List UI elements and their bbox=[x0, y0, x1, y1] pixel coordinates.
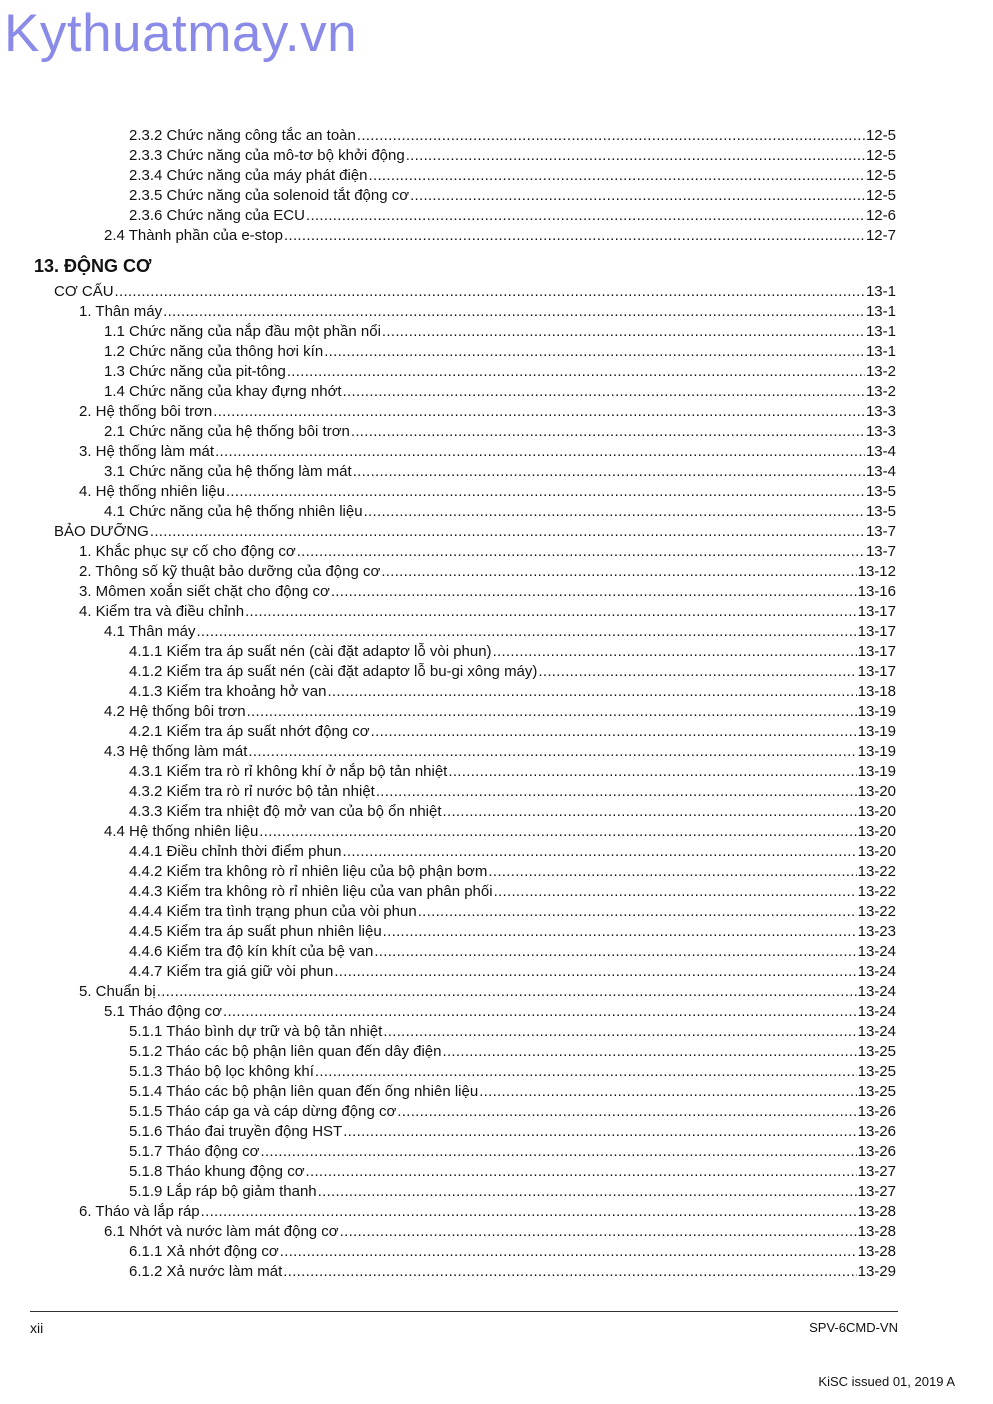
dot-leader bbox=[280, 1242, 857, 1262]
toc-entry-page: 13-17 bbox=[857, 643, 896, 660]
toc-entry-page: 13-17 bbox=[857, 603, 896, 620]
dot-leader bbox=[342, 842, 856, 862]
toc-entry[interactable] bbox=[129, 206, 896, 226]
toc-entry-page: 13-3 bbox=[865, 403, 896, 420]
toc-entry-title: 5.1 Tháo động cơ bbox=[104, 1003, 222, 1020]
toc-entry[interactable] bbox=[79, 542, 896, 562]
toc-entry-title: 2.3.4 Chức năng của máy phát điện bbox=[129, 167, 368, 184]
toc-entry-page: 13-12 bbox=[857, 563, 896, 580]
toc-entry[interactable] bbox=[129, 662, 896, 682]
toc-entry-page: 13-1 bbox=[865, 343, 896, 360]
toc-entry-title: 6.1 Nhớt và nước làm mát động cơ bbox=[104, 1223, 339, 1240]
toc-entry-page: 13-28 bbox=[857, 1203, 896, 1220]
dot-leader bbox=[223, 1002, 857, 1022]
toc-entry[interactable] bbox=[104, 382, 896, 402]
toc-entry-title: 5.1.9 Lắp ráp bộ giảm thanh bbox=[129, 1183, 317, 1200]
toc-entry[interactable] bbox=[129, 1122, 896, 1142]
toc-entry-page: 13-19 bbox=[857, 763, 896, 780]
toc-entry[interactable] bbox=[129, 126, 896, 146]
dot-leader bbox=[201, 1202, 857, 1222]
toc-entry[interactable] bbox=[54, 522, 896, 542]
toc-entry-page: 13-1 bbox=[865, 283, 896, 300]
watermark-logo: Kythuatmay.vn bbox=[4, 4, 358, 63]
toc-entry-title: 3. Mômen xoắn siết chặt cho động cơ bbox=[79, 583, 330, 600]
toc-entry-title: 4. Kiểm tra và điều chỉnh bbox=[79, 603, 245, 620]
toc-entry[interactable] bbox=[79, 982, 896, 1002]
toc-entry-page: 13-5 bbox=[865, 483, 896, 500]
toc-entry[interactable] bbox=[104, 702, 896, 722]
toc-entry-page: 13-16 bbox=[857, 583, 896, 600]
toc-entry-page: 12-5 bbox=[865, 167, 896, 184]
toc-entry[interactable] bbox=[104, 1222, 896, 1242]
dot-leader bbox=[248, 742, 856, 762]
toc-entry-page: 13-4 bbox=[865, 443, 896, 460]
toc-entry[interactable] bbox=[104, 822, 896, 842]
toc-entry-page: 13-24 bbox=[857, 983, 896, 1000]
toc-entry-title: 2.1 Chức năng của hệ thống bôi trơn bbox=[104, 423, 350, 440]
dot-leader bbox=[374, 942, 856, 962]
toc-entry[interactable] bbox=[104, 362, 896, 382]
toc-entry[interactable] bbox=[129, 186, 896, 206]
dot-leader bbox=[443, 802, 857, 822]
toc-entry-title: 5.1.5 Tháo cáp ga và cáp dừng động cơ bbox=[129, 1103, 397, 1120]
toc-entry-title: 4.3.3 Kiểm tra nhiệt độ mở van của bộ ổn nhiệt bbox=[129, 803, 442, 820]
toc-entry-page: 13-20 bbox=[857, 823, 896, 840]
dot-leader bbox=[331, 582, 857, 602]
toc-entry-title: 4.3.1 Kiểm tra rò rỉ không khí ở nắp bộ tản nhiệt bbox=[129, 763, 448, 780]
toc-entry-title: 2.3.5 Chức năng của solenoid tắt động cơ bbox=[129, 187, 410, 204]
toc-entry-title: 4.1 Chức năng của hệ thống nhiên liệu bbox=[104, 503, 363, 520]
dot-leader bbox=[383, 922, 857, 942]
toc-entry-title: 1.1 Chức năng của nắp đầu một phần nổi bbox=[104, 323, 381, 340]
toc-entry-title: 1.4 Chức năng của khay đựng nhớt bbox=[104, 383, 342, 400]
toc-entry[interactable] bbox=[129, 802, 896, 822]
toc-entry-title: 1. Thân máy bbox=[79, 303, 163, 320]
toc-entry-title: 4.4.1 Điều chỉnh thời điểm phun bbox=[129, 843, 342, 860]
dot-leader bbox=[381, 562, 856, 582]
toc-entry[interactable] bbox=[104, 226, 896, 246]
toc-entry-page: 13-23 bbox=[857, 923, 896, 940]
toc-entry-page: 13-19 bbox=[857, 723, 896, 740]
dot-leader bbox=[245, 602, 857, 622]
toc-entry[interactable] bbox=[104, 1002, 896, 1022]
toc-entry-title: 2.3.6 Chức năng của ECU bbox=[129, 207, 305, 224]
toc-entry-page: 13-7 bbox=[865, 523, 896, 540]
footer-page-number: xii bbox=[30, 1320, 44, 1336]
dot-leader bbox=[306, 1162, 857, 1182]
dot-leader bbox=[247, 702, 857, 722]
toc-entry[interactable] bbox=[79, 582, 896, 602]
toc-entry-page: 13-24 bbox=[857, 963, 896, 980]
dot-leader bbox=[382, 322, 865, 342]
dot-leader bbox=[226, 482, 865, 502]
toc-entry-title: 5.1.3 Tháo bộ lọc không khí bbox=[129, 1063, 314, 1080]
toc-entry-title: 4.4.4 Kiểm tra tình trạng phun của vòi phun bbox=[129, 903, 417, 920]
toc-entry-title: 4.3 Hệ thống làm mát bbox=[104, 743, 248, 760]
dot-leader bbox=[259, 822, 856, 842]
toc-entry[interactable] bbox=[129, 882, 896, 902]
dot-leader bbox=[488, 862, 856, 882]
toc-entry-title: CƠ CẤU bbox=[54, 283, 114, 300]
toc-entry-page: 13-22 bbox=[857, 883, 896, 900]
dot-leader bbox=[315, 1062, 857, 1082]
toc-entry-title: 5.1.6 Tháo đai truyền động HST bbox=[129, 1123, 343, 1140]
toc-entry[interactable] bbox=[129, 682, 896, 702]
toc-entry-title: 5.1.1 Tháo bình dự trữ và bộ tản nhiệt bbox=[129, 1023, 383, 1040]
toc-entry-page: 13-27 bbox=[857, 1183, 896, 1200]
toc-entry[interactable] bbox=[129, 1062, 896, 1082]
toc-entry[interactable] bbox=[129, 1042, 896, 1062]
toc-entry[interactable] bbox=[129, 782, 896, 802]
toc-entry-page: 13-24 bbox=[857, 1023, 896, 1040]
issued-note: KiSC issued 01, 2019 A bbox=[818, 1374, 955, 1389]
dot-leader bbox=[442, 1042, 856, 1062]
toc-entry[interactable] bbox=[129, 146, 896, 166]
toc-entry-page: 13-26 bbox=[857, 1143, 896, 1160]
toc-entry-title: 6. Tháo và lắp ráp bbox=[79, 1203, 200, 1220]
toc-entry-page: 13-5 bbox=[865, 503, 896, 520]
dot-leader bbox=[369, 166, 865, 186]
toc-entry-title: 4.4.5 Kiểm tra áp suất phun nhiên liệu bbox=[129, 923, 382, 940]
section-heading: 13. ĐỘNG CƠ bbox=[34, 256, 152, 276]
toc-entry[interactable] bbox=[129, 1262, 896, 1282]
toc-entry-title: 4.2 Hệ thống bôi trơn bbox=[104, 703, 246, 720]
toc-entry-page: 12-5 bbox=[865, 147, 896, 164]
toc-entry[interactable] bbox=[129, 902, 896, 922]
toc-entry-title: 4.1.3 Kiểm tra khoảng hở van bbox=[129, 683, 327, 700]
dot-leader bbox=[376, 782, 857, 802]
toc-entry[interactable] bbox=[129, 1082, 896, 1102]
dot-leader bbox=[383, 1022, 856, 1042]
toc-entry[interactable] bbox=[104, 622, 896, 642]
toc-entry-page: 13-27 bbox=[857, 1163, 896, 1180]
toc-entry-title: 2.3.2 Chức năng công tắc an toàn bbox=[129, 127, 356, 144]
toc-entry-page: 13-2 bbox=[865, 383, 896, 400]
toc-entry-page: 13-18 bbox=[857, 683, 896, 700]
dot-leader bbox=[538, 662, 856, 682]
dot-leader bbox=[196, 622, 856, 642]
toc-entry-title: 5. Chuẩn bị bbox=[79, 983, 156, 1000]
dot-leader bbox=[163, 302, 865, 322]
toc-entry[interactable] bbox=[104, 462, 896, 482]
toc-entry-page: 13-17 bbox=[857, 663, 896, 680]
footer-doc-code: SPV-6CMD-VN bbox=[809, 1320, 898, 1335]
toc-entry-page: 13-26 bbox=[857, 1123, 896, 1140]
toc-entry-page: 13-28 bbox=[857, 1223, 896, 1240]
toc-entry-title: 1. Khắc phục sự cố cho động cơ bbox=[79, 543, 296, 560]
toc-entry-page: 13-19 bbox=[857, 703, 896, 720]
toc-entry-page: 13-3 bbox=[865, 423, 896, 440]
toc-entry-title: 4.4.7 Kiểm tra giá giữ vòi phun bbox=[129, 963, 334, 980]
footer-divider bbox=[30, 1311, 898, 1312]
toc-entry-title: 4.4 Hệ thống nhiên liệu bbox=[104, 823, 259, 840]
dot-leader bbox=[297, 542, 865, 562]
toc-entry-page: 13-25 bbox=[857, 1063, 896, 1080]
toc-entry-title: 5.1.4 Tháo các bộ phận liên quan đến ống nhiên liệu bbox=[129, 1083, 479, 1100]
toc-entry-title: 2. Thông số kỹ thuật bảo dưỡng của động cơ bbox=[79, 563, 381, 580]
toc-entry[interactable] bbox=[104, 342, 896, 362]
dot-leader bbox=[357, 126, 865, 146]
toc-entry-title: 1.3 Chức năng của pit-tông bbox=[104, 363, 286, 380]
toc-entry[interactable] bbox=[104, 742, 896, 762]
toc-entry-page: 13-19 bbox=[857, 743, 896, 760]
toc-entry[interactable] bbox=[129, 722, 896, 742]
toc-entry[interactable] bbox=[104, 502, 896, 522]
toc-entry-title: 5.1.7 Tháo động cơ bbox=[129, 1143, 260, 1160]
toc-entry-title: 6.1.1 Xả nhớt động cơ bbox=[129, 1243, 279, 1260]
toc-entry[interactable] bbox=[104, 322, 896, 342]
toc-entry-title: 4.4.6 Kiểm tra độ kín khít của bệ van bbox=[129, 943, 374, 960]
toc-entry[interactable] bbox=[79, 442, 896, 462]
toc-entry-page: 12-5 bbox=[865, 127, 896, 144]
toc-entry-page: 12-5 bbox=[865, 187, 896, 204]
dot-leader bbox=[351, 422, 865, 442]
toc-entry-page: 13-20 bbox=[857, 783, 896, 800]
toc-entry[interactable] bbox=[79, 402, 896, 422]
toc-entry[interactable] bbox=[129, 166, 896, 186]
toc-entry-page: 13-20 bbox=[857, 803, 896, 820]
toc-entry[interactable] bbox=[129, 842, 896, 862]
toc-entry-title: BẢO DƯỠNG bbox=[54, 523, 149, 540]
toc-entry[interactable] bbox=[129, 762, 896, 782]
toc-entry[interactable] bbox=[79, 562, 896, 582]
dot-leader bbox=[150, 522, 865, 542]
toc-entry-title: 2.3.3 Chức năng của mô-tơ bộ khởi động bbox=[129, 147, 405, 164]
dot-leader bbox=[284, 226, 865, 246]
toc-entry[interactable] bbox=[129, 922, 896, 942]
toc-entry-page: 12-6 bbox=[865, 207, 896, 224]
toc-entry-page: 13-24 bbox=[857, 943, 896, 960]
dot-leader bbox=[406, 146, 865, 166]
toc-entry-page: 13-29 bbox=[857, 1263, 896, 1280]
dot-leader bbox=[364, 502, 865, 522]
toc-entry-page: 13-1 bbox=[865, 323, 896, 340]
toc-entry-title: 3. Hệ thống làm mát bbox=[79, 443, 215, 460]
toc-entry-title: 4.4.3 Kiểm tra không rò rỉ nhiên liệu của van phân phối bbox=[129, 883, 493, 900]
toc-entry-title: 4.4.2 Kiểm tra không rò rỉ nhiên liệu của bộ phận bơm bbox=[129, 863, 488, 880]
toc-entry[interactable] bbox=[129, 642, 896, 662]
dot-leader bbox=[343, 1122, 856, 1142]
dot-leader bbox=[213, 402, 865, 422]
toc-entry-page: 13-4 bbox=[865, 463, 896, 480]
dot-leader bbox=[287, 362, 865, 382]
toc-entry-page: 13-25 bbox=[857, 1043, 896, 1060]
dot-leader bbox=[215, 442, 865, 462]
dot-leader bbox=[494, 882, 857, 902]
toc-entry-title: 4. Hệ thống nhiên liệu bbox=[79, 483, 225, 500]
toc-entry[interactable] bbox=[54, 282, 896, 302]
dot-leader bbox=[324, 342, 865, 362]
toc-entry-page: 13-2 bbox=[865, 363, 896, 380]
toc-entry[interactable] bbox=[129, 1182, 896, 1202]
toc-entry[interactable] bbox=[129, 1102, 896, 1122]
dot-leader bbox=[493, 642, 857, 662]
toc-entry[interactable] bbox=[129, 962, 896, 982]
toc-entry-page: 13-25 bbox=[857, 1083, 896, 1100]
toc-entry[interactable] bbox=[129, 942, 896, 962]
toc-entry[interactable] bbox=[129, 1242, 896, 1262]
toc-entry[interactable] bbox=[79, 482, 896, 502]
dot-leader bbox=[115, 282, 865, 302]
toc-entry-page: 13-17 bbox=[857, 623, 896, 640]
toc-entry-title: 5.1.8 Tháo khung động cơ bbox=[129, 1163, 305, 1180]
dot-leader bbox=[410, 186, 865, 206]
toc-entry-title: 4.1 Thân máy bbox=[104, 623, 196, 640]
toc-entry[interactable] bbox=[104, 422, 896, 442]
dot-leader bbox=[318, 1182, 857, 1202]
dot-leader bbox=[261, 1142, 857, 1162]
dot-leader bbox=[343, 382, 865, 402]
toc-entry-page: 13-22 bbox=[857, 903, 896, 920]
toc-entry[interactable] bbox=[79, 1202, 896, 1222]
toc-entry[interactable] bbox=[79, 302, 896, 322]
dot-leader bbox=[418, 902, 857, 922]
toc-entry-page: 13-22 bbox=[857, 863, 896, 880]
toc-entry-title: 4.3.2 Kiểm tra rò rỉ nước bộ tản nhiệt bbox=[129, 783, 375, 800]
toc-entry[interactable] bbox=[129, 862, 896, 882]
dot-leader bbox=[340, 1222, 857, 1242]
toc-entry-title: 4.2.1 Kiểm tra áp suất nhớt động cơ bbox=[129, 723, 370, 740]
toc-entry-page: 13-20 bbox=[857, 843, 896, 860]
toc-entry-title: 1.2 Chức năng của thông hơi kín bbox=[104, 343, 324, 360]
toc-entry-title: 4.1.1 Kiểm tra áp suất nén (cài đặt adaptơ lỗ vòi phun) bbox=[129, 643, 492, 660]
toc-entry-title: 3.1 Chức năng của hệ thống làm mát bbox=[104, 463, 352, 480]
toc-entry-page: 13-28 bbox=[857, 1243, 896, 1260]
toc-entry[interactable] bbox=[129, 1162, 896, 1182]
toc-entry-title: 5.1.2 Tháo các bộ phận liên quan đến dây điện bbox=[129, 1043, 442, 1060]
toc-entry-page: 13-7 bbox=[865, 543, 896, 560]
toc-entry-page: 13-24 bbox=[857, 1003, 896, 1020]
toc-entry-title: 2.4 Thành phần của e-stop bbox=[104, 227, 284, 244]
toc-entry-page: 13-26 bbox=[857, 1103, 896, 1120]
dot-leader bbox=[397, 1102, 856, 1122]
dot-leader bbox=[327, 682, 856, 702]
dot-leader bbox=[371, 722, 857, 742]
dot-leader bbox=[479, 1082, 856, 1102]
dot-leader bbox=[283, 1262, 856, 1282]
toc-entry-title: 4.1.2 Kiểm tra áp suất nén (cài đặt adaptơ lỗ bu-gi xông máy) bbox=[129, 663, 538, 680]
toc-entry[interactable] bbox=[129, 1142, 896, 1162]
dot-leader bbox=[334, 962, 856, 982]
toc-entry-page: 12-7 bbox=[865, 227, 896, 244]
dot-leader bbox=[306, 206, 865, 226]
dot-leader bbox=[448, 762, 856, 782]
toc-entry-title: 2. Hệ thống bôi trơn bbox=[79, 403, 213, 420]
toc-entry-title: 6.1.2 Xả nước làm mát bbox=[129, 1263, 283, 1280]
dot-leader bbox=[157, 982, 857, 1002]
toc-entry[interactable] bbox=[129, 1022, 896, 1042]
toc-entry-page: 13-1 bbox=[865, 303, 896, 320]
dot-leader bbox=[353, 462, 865, 482]
toc-entry[interactable] bbox=[79, 602, 896, 622]
